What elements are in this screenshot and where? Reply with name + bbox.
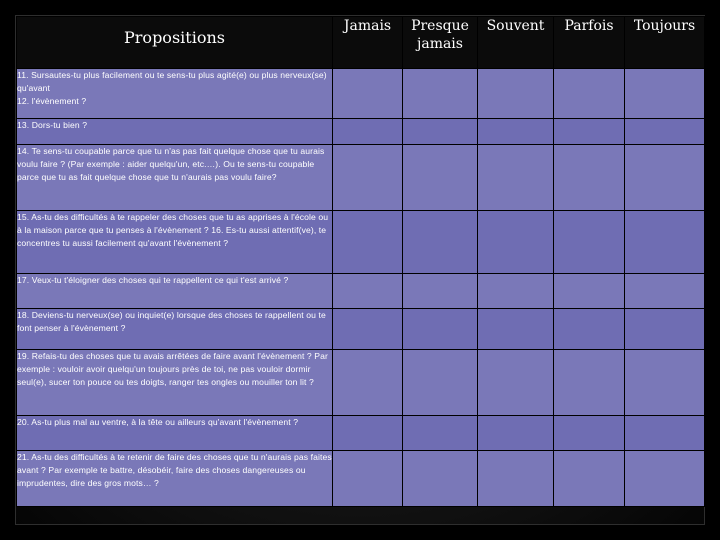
- table-row: [17, 119, 705, 145]
- answer-cell-jamais[interactable]: [333, 274, 403, 309]
- souvent-header: Souvent: [478, 17, 554, 69]
- answer-cell-presque-jamais[interactable]: [403, 451, 478, 507]
- answer-cell-jamais[interactable]: [333, 211, 403, 274]
- answer-cell-toujours[interactable]: [625, 416, 705, 451]
- propositions-header: Propositions: [17, 17, 333, 69]
- answer-cell-souvent[interactable]: [478, 416, 554, 451]
- answer-cell-presque-jamais[interactable]: [403, 274, 478, 309]
- answer-cell-presque-jamais[interactable]: [403, 350, 478, 416]
- proposition-text: 11. Sursautes-tu plus facilement ou te sens-tu plus agité(e) ou plus nerveux(se) qu'avant 12. l'évènement ?: [17, 69, 333, 119]
- answer-cell-jamais[interactable]: [333, 309, 403, 350]
- answer-cell-presque-jamais[interactable]: [403, 119, 478, 145]
- toujours-header: Toujours: [625, 17, 705, 69]
- answer-cell-toujours[interactable]: [625, 119, 705, 145]
- answer-cell-parfois[interactable]: [554, 274, 625, 309]
- answer-cell-souvent[interactable]: [478, 451, 554, 507]
- answer-cell-souvent[interactable]: [478, 145, 554, 211]
- answer-cell-souvent[interactable]: [478, 69, 554, 119]
- table-row: [17, 350, 705, 416]
- answer-cell-parfois[interactable]: [554, 119, 625, 145]
- proposition-text: 18. Deviens-tu nerveux(se) ou inquiet(e) lorsque des choses te rappellent ou te font penser à l'évènement ?: [17, 309, 333, 350]
- answer-cell-presque-jamais[interactable]: [403, 211, 478, 274]
- answer-cell-toujours[interactable]: [625, 145, 705, 211]
- answer-cell-parfois[interactable]: [554, 350, 625, 416]
- proposition-text: 17. Veux-tu t'éloigner des choses qui te rappellent ce qui t'est arrivé ?: [17, 274, 333, 309]
- answer-cell-souvent[interactable]: [478, 309, 554, 350]
- answer-cell-parfois[interactable]: [554, 416, 625, 451]
- proposition-text: 20. As-tu plus mal au ventre, à la tête ou ailleurs qu'avant l'évènement ?: [17, 416, 333, 451]
- answer-cell-toujours[interactable]: [625, 309, 705, 350]
- table-row: [17, 69, 705, 119]
- jamais-header: Jamais: [333, 17, 403, 69]
- table-row: [17, 145, 705, 211]
- table-row: [17, 309, 705, 350]
- answer-cell-presque-jamais[interactable]: [403, 69, 478, 119]
- answer-cell-toujours[interactable]: [625, 451, 705, 507]
- table-row: [17, 416, 705, 451]
- answer-cell-jamais[interactable]: [333, 451, 403, 507]
- answer-cell-jamais[interactable]: [333, 119, 403, 145]
- answer-cell-parfois[interactable]: [554, 69, 625, 119]
- table-row: [17, 211, 705, 274]
- presque-jamais-header: Presque jamais: [403, 17, 478, 69]
- answer-cell-presque-jamais[interactable]: [403, 309, 478, 350]
- answer-cell-jamais[interactable]: [333, 69, 403, 119]
- answer-cell-souvent[interactable]: [478, 119, 554, 145]
- answer-cell-parfois[interactable]: [554, 145, 625, 211]
- answer-cell-presque-jamais[interactable]: [403, 145, 478, 211]
- answer-cell-parfois[interactable]: [554, 451, 625, 507]
- proposition-text: 14. Te sens-tu coupable parce que tu n'as pas fait quelque chose que tu aurais voulu faire ? (Par exemple : aider quelqu'un, etc.…). Ou te sens-tu coupable parce que tu as fait quelque chose que tu n'aurais pas voulu faire?: [17, 145, 333, 211]
- proposition-text: 15. As-tu des difficultés à te rappeler des choses que tu as apprises à l'école ou à la maison parce que tu penses à l'évènement ? 16. Es-tu aussi attentif(ve), te concentres tu aussi facilement qu'avant l'évènement ?: [17, 211, 333, 274]
- questionnaire-table: [16, 16, 705, 507]
- answer-cell-toujours[interactable]: [625, 211, 705, 274]
- answer-cell-souvent[interactable]: [478, 211, 554, 274]
- table-row: [17, 274, 705, 309]
- table-row: [17, 451, 705, 507]
- parfois-header: Parfois: [554, 17, 625, 69]
- answer-cell-parfois[interactable]: [554, 211, 625, 274]
- proposition-text: 19. Refais-tu des choses que tu avais arrêtées de faire avant l'évènement ? Par exemple : vouloir avoir quelqu'un toujours près de toi, ne pas vouloir dormir seul(e), sucer ton pouce ou tes doigts, ranger tes ongles ou mouiller ton lit ?: [17, 350, 333, 416]
- answer-cell-souvent[interactable]: [478, 274, 554, 309]
- header-row: [17, 17, 705, 69]
- answer-cell-parfois[interactable]: [554, 309, 625, 350]
- answer-cell-jamais[interactable]: [333, 350, 403, 416]
- proposition-text: 13. Dors-tu bien ?: [17, 119, 333, 145]
- answer-cell-jamais[interactable]: [333, 145, 403, 211]
- answer-cell-souvent[interactable]: [478, 350, 554, 416]
- proposition-text: 21. As-tu des difficultés à te retenir de faire des choses que tu n'aurais pas faites avant ? Par exemple te battre, désobéir, faire des choses dangereuses ou imprudentes, dire des gros mots… ?: [17, 451, 333, 507]
- answer-cell-toujours[interactable]: [625, 350, 705, 416]
- answer-cell-toujours[interactable]: [625, 69, 705, 119]
- answer-cell-presque-jamais[interactable]: [403, 416, 478, 451]
- answer-cell-toujours[interactable]: [625, 274, 705, 309]
- answer-cell-jamais[interactable]: [333, 416, 403, 451]
